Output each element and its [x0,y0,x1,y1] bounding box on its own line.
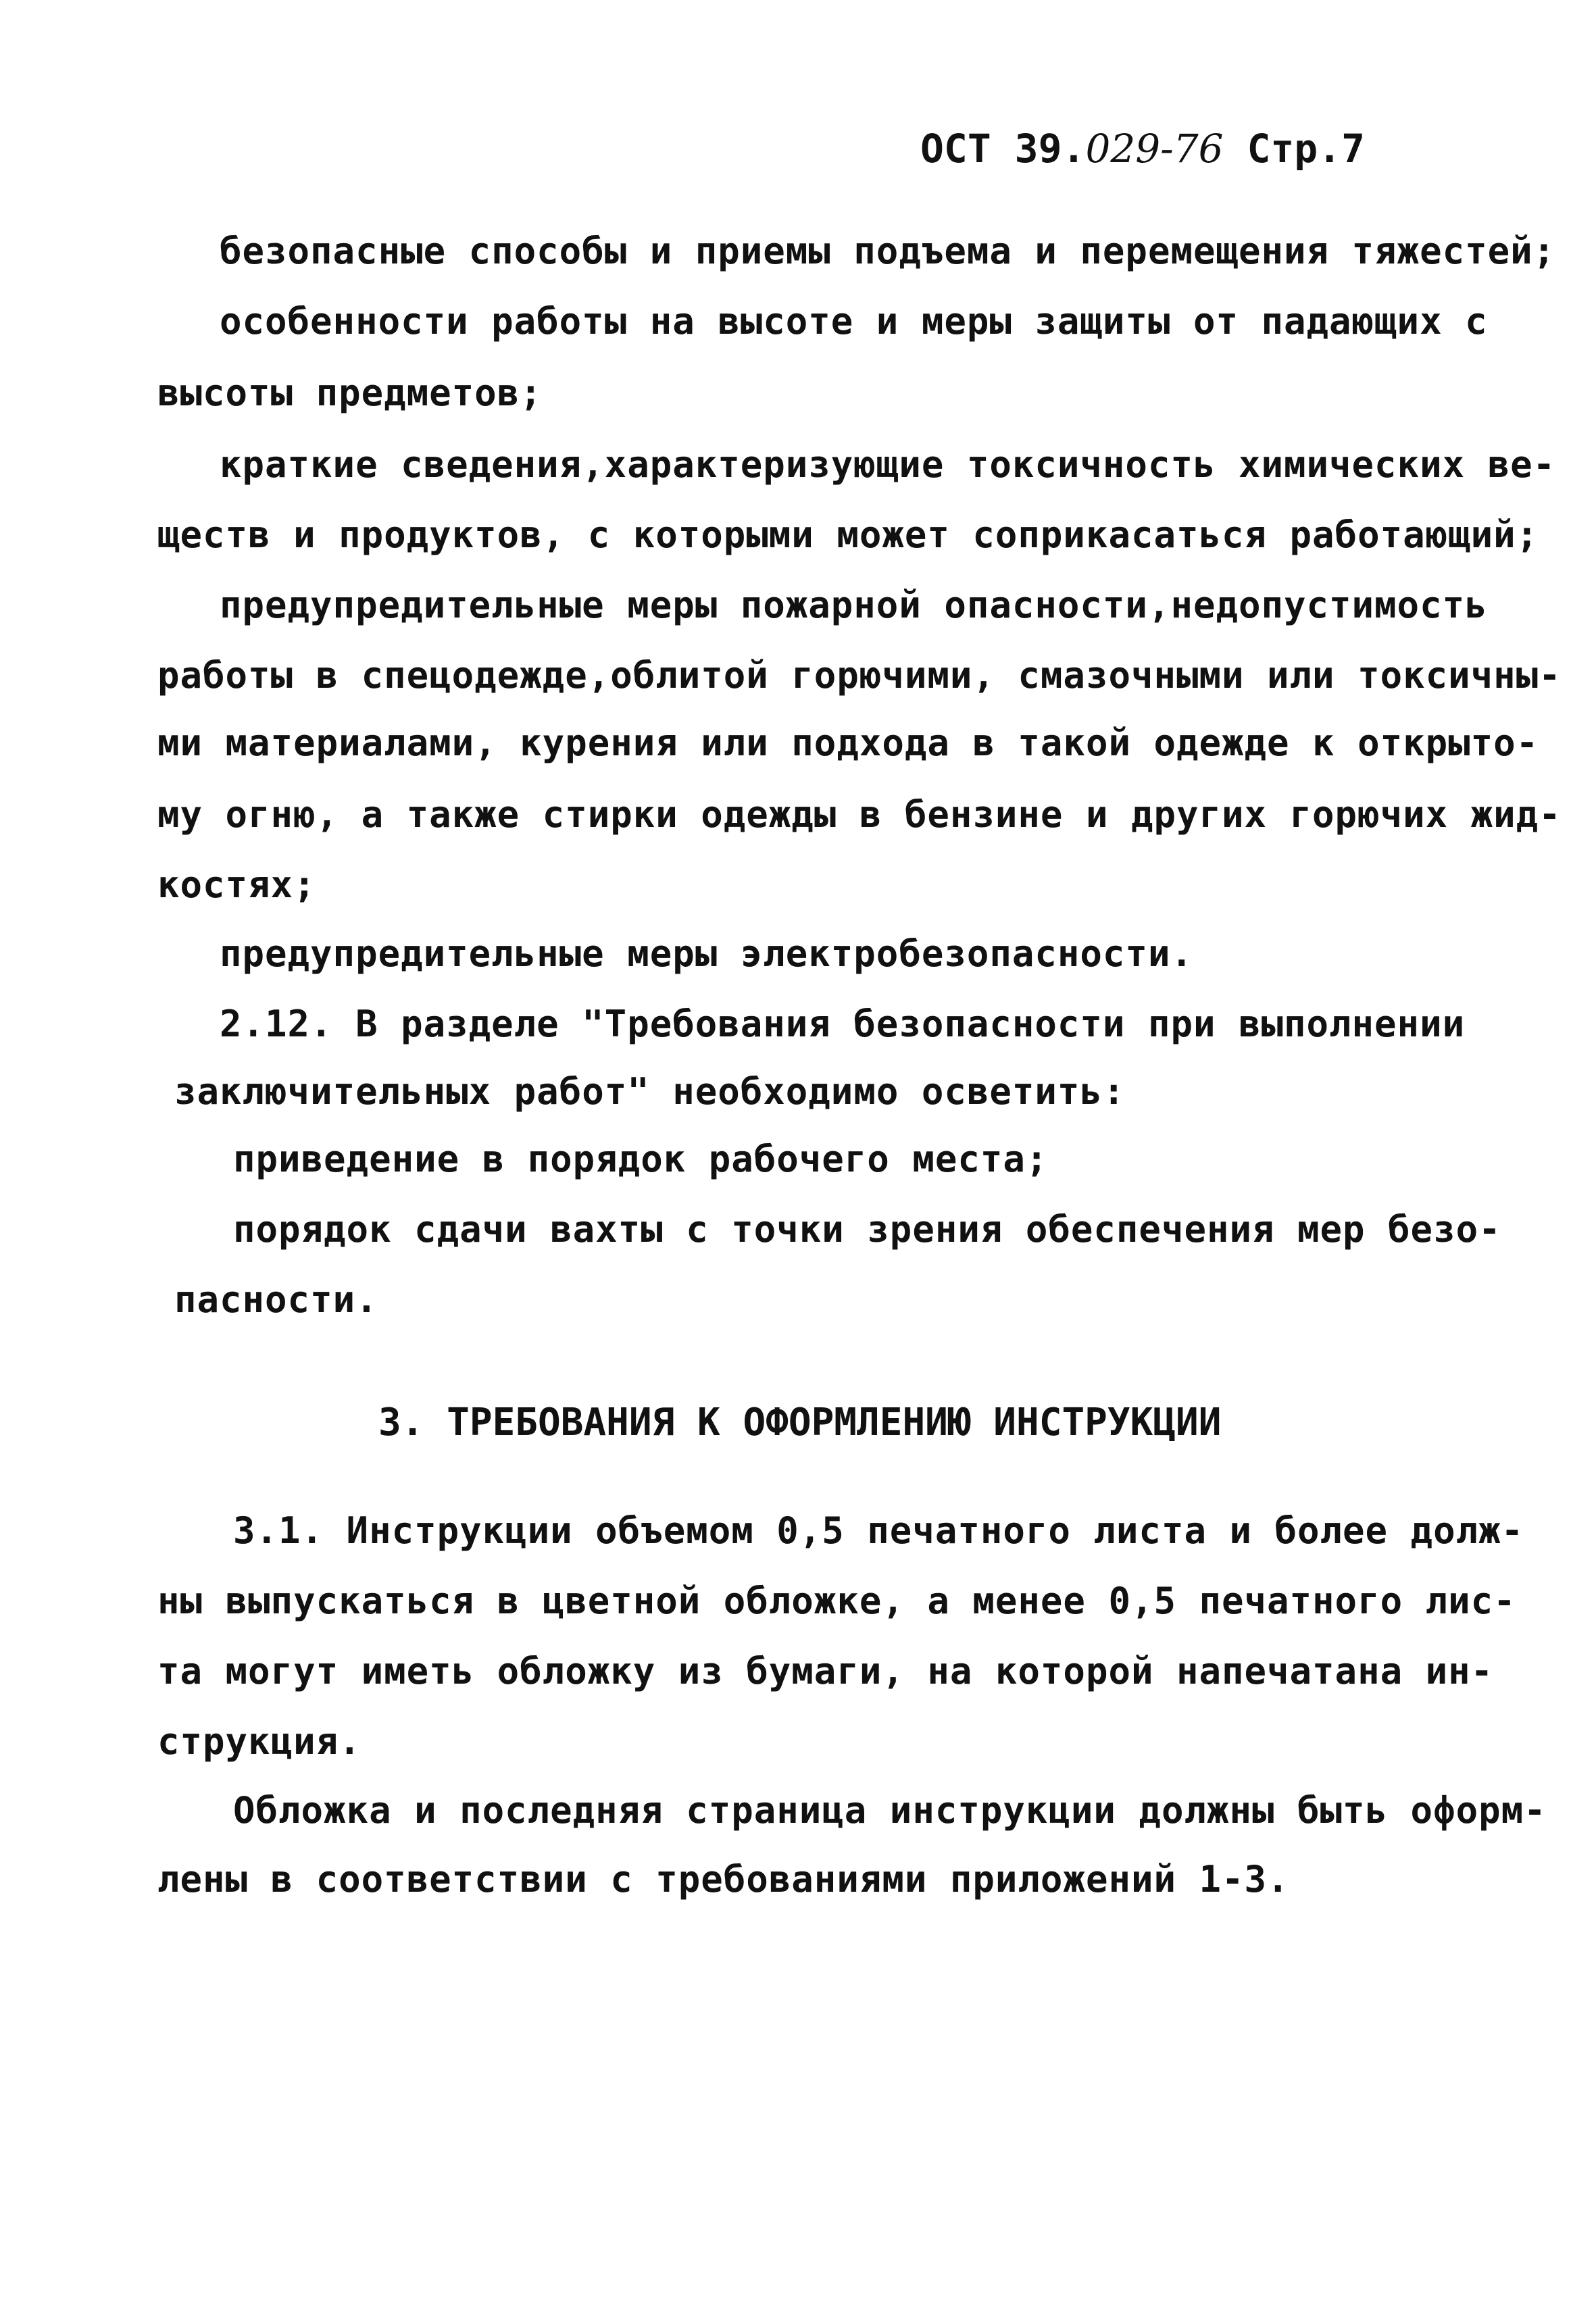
text-line: струкция. [157,1720,361,1763]
text-line: порядок сдачи вахты с точки зрения обеспечения мер безо- [233,1208,1501,1251]
text-line: костях; [157,863,316,906]
header-page-number: Стр.7 [1223,126,1366,172]
text-line: заключительных работ" необходимо осветить: [174,1070,1126,1113]
text-line: му огню, а также стирки одежды в бензине и других горючих жид- [157,793,1562,836]
text-line: ми материалами, курения или подхода в такой одежде к открыто- [157,722,1539,764]
text-line: пасности. [174,1278,378,1321]
section-title: 3. ТРЕБОВАНИЯ К ОФОРМЛЕНИЮ ИНСТРУКЦИИ [378,1401,1222,1444]
text-line: предупредительные меры электробезопасности. [220,932,1193,975]
text-line: та могут иметь обложку из бумаги, на которой напечатана ин- [157,1650,1494,1692]
text-line: краткие сведения,характеризующие токсичность химических ве- [220,443,1556,486]
text-line: ществ и продуктов, с которыми может соприкасаться работающий; [157,513,1539,556]
text-line: предупредительные меры пожарной опасности,недопустимость [220,584,1488,626]
text-line: Обложка и последняя страница инструкции должны быть оформ- [233,1789,1547,1832]
text-line: безопасные способы и приемы подъема и перемещения тяжестей; [220,230,1556,272]
text-line: высоты предметов; [157,372,543,414]
page-header [920,127,1365,170]
header-handwritten-number: 029-76 [1085,126,1224,172]
text-line: 2.12. В разделе "Требования безопасности при выполнении [220,1003,1466,1045]
text-line: приведение в порядок рабочего места; [233,1138,1049,1180]
text-line: особенности работы на высоте и меры защиты от падающих с [220,300,1488,343]
header-prefix: ОСТ 39. [920,126,1086,172]
text-line: лены в соответствии с требованиями приложений 1-3. [157,1858,1290,1901]
text-line: 3.1. Инструкции объемом 0,5 печатного листа и более долж- [233,1509,1524,1552]
text-line: ны выпускаться в цветной обложке, а менее 0,5 печатного лис- [157,1580,1516,1622]
text-line: работы в спецодежде,облитой горючими, смазочными или токсичны- [157,654,1562,697]
